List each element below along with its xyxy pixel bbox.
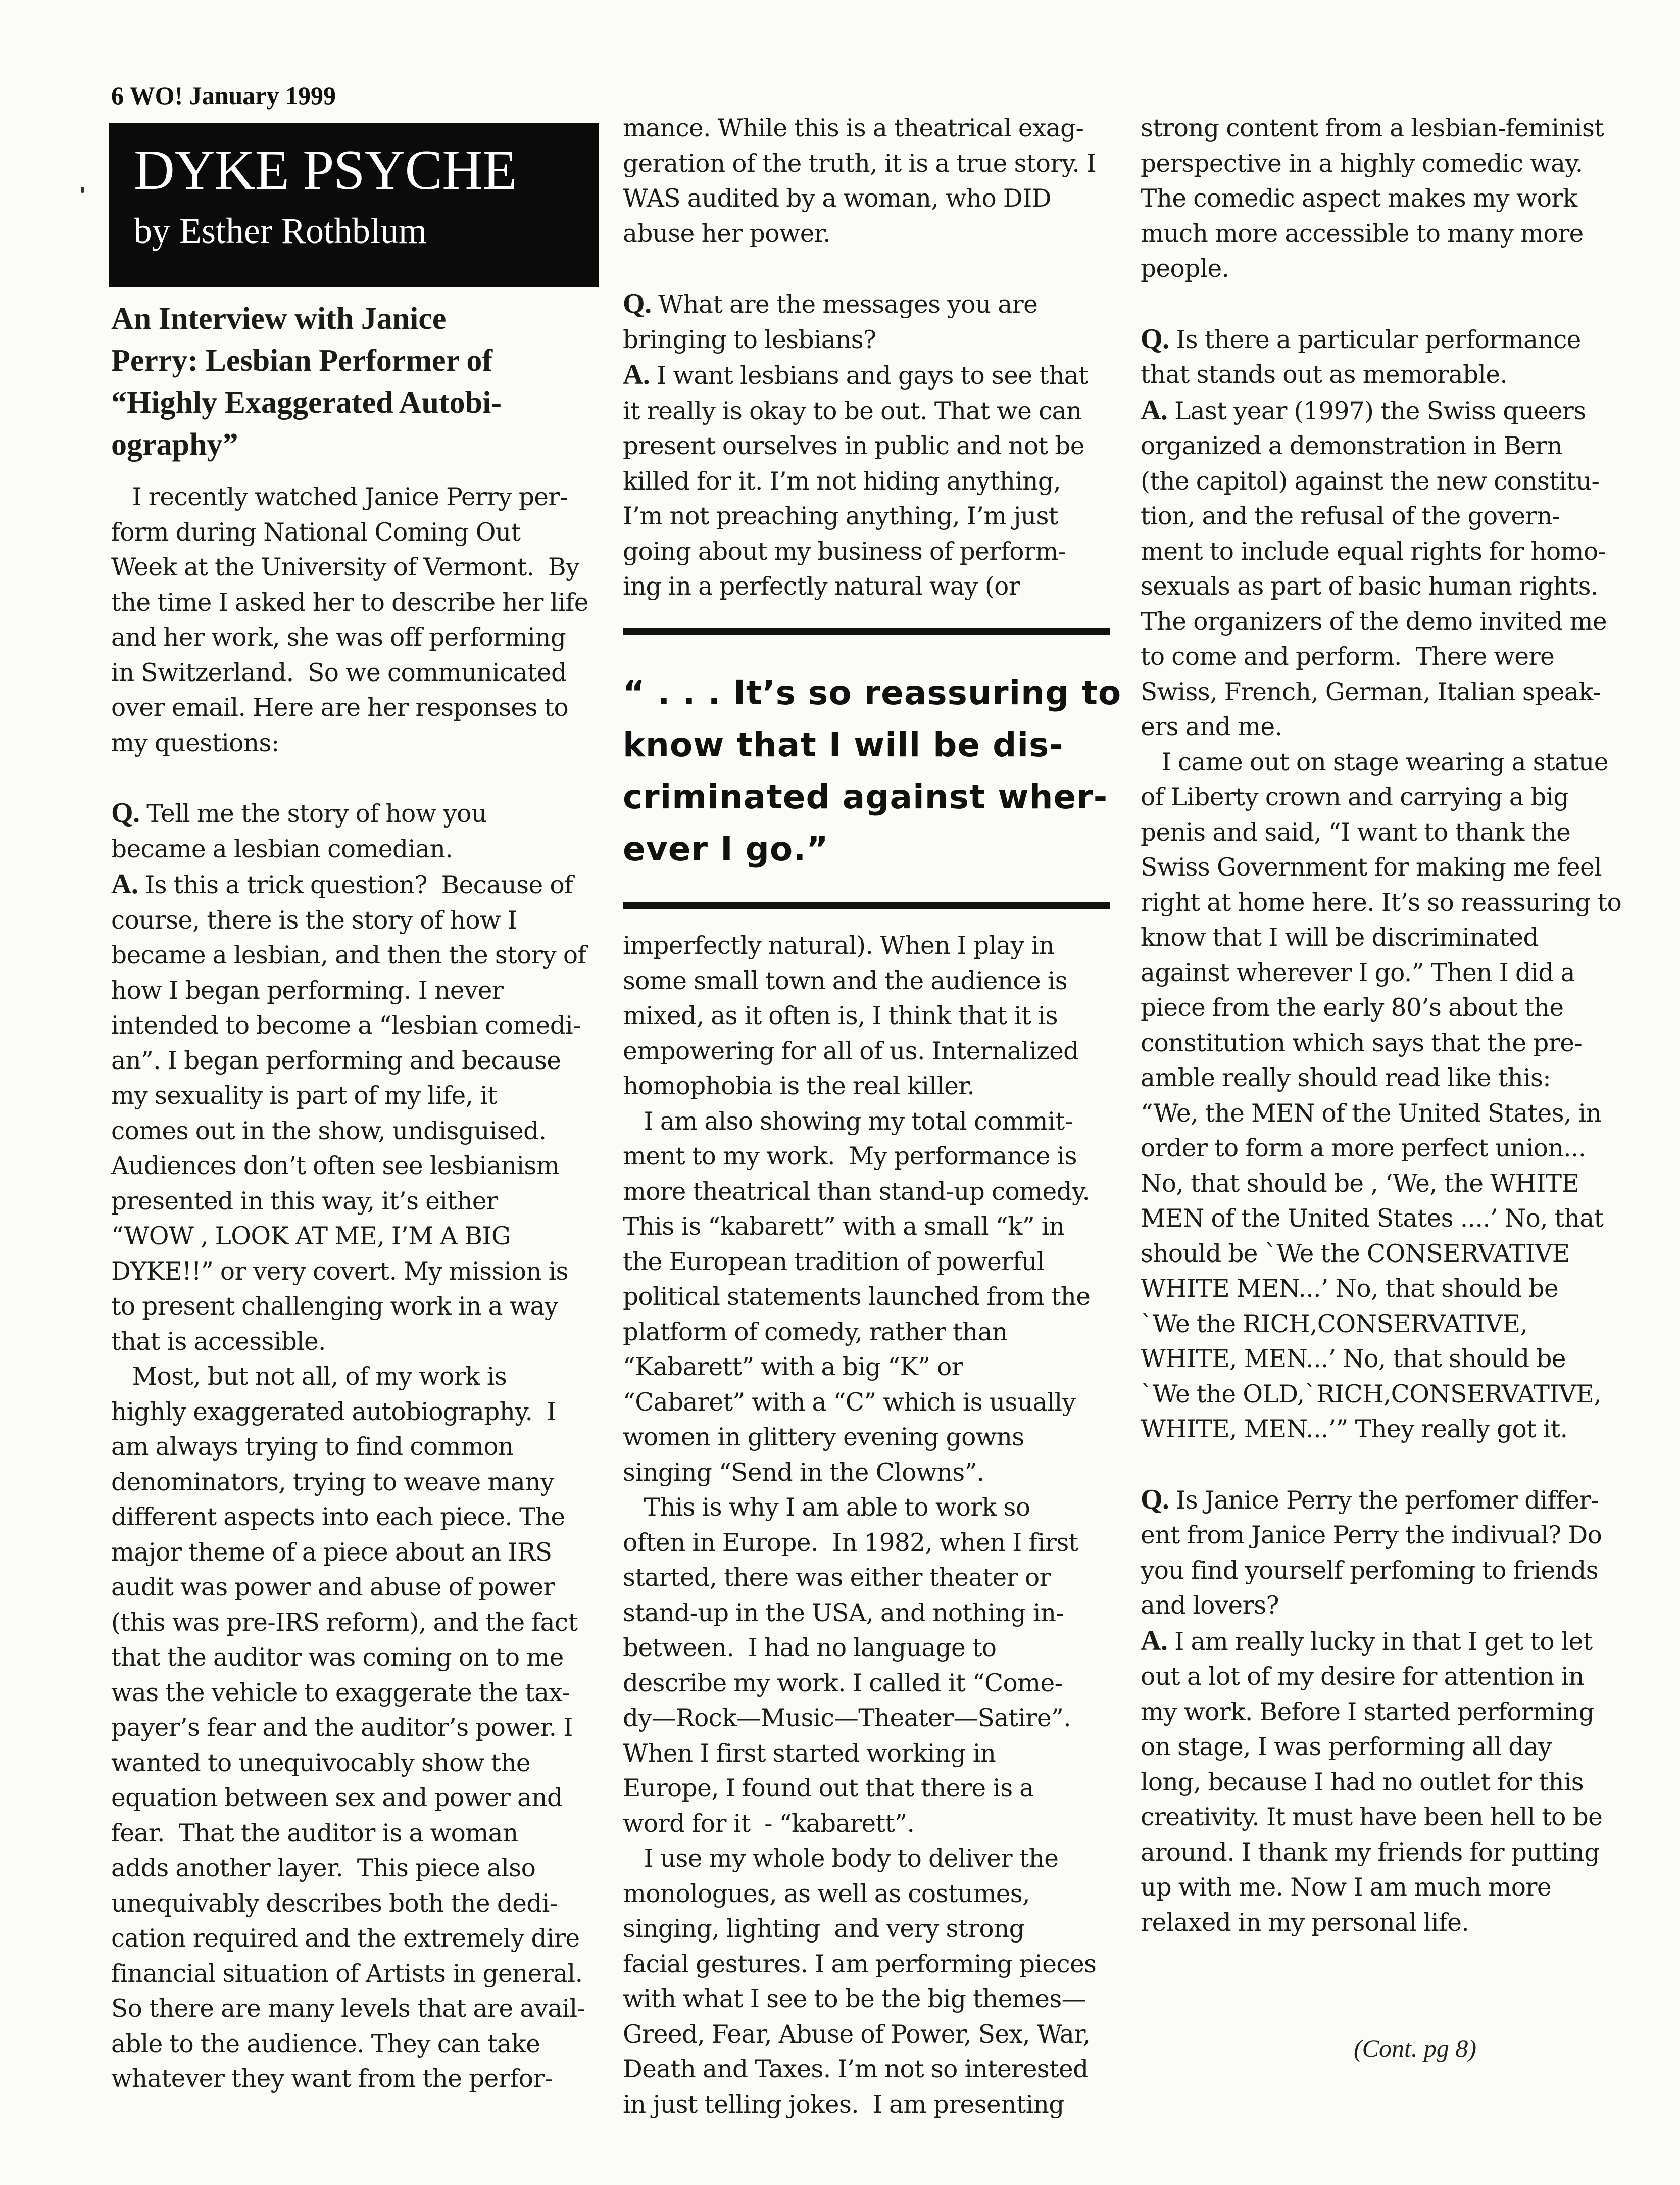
text-line: (the capitol) against the new constitu- [1141, 467, 1600, 496]
text-line: wanted to unequivocably show the [111, 1749, 530, 1777]
text-line: DYKE!!” or very covert. My mission is [111, 1257, 568, 1286]
text-line: penis and said, “I want to thank the [1141, 818, 1571, 847]
question-4 [1141, 1482, 1625, 1624]
text-line: A. Is this a trick question? Because of [111, 868, 573, 900]
text-line: comes out in the show, undisguised. [111, 1116, 547, 1145]
text-line: major theme of a piece about an IRS [111, 1538, 552, 1567]
text-line: This is “kabarett” with a small “k” in [623, 1212, 1065, 1241]
text-line: ment to include equal rights for homo- [1141, 537, 1606, 566]
text-line: When I first started working in [623, 1739, 996, 1768]
text-line: present ourselves in public and not be [623, 432, 1084, 460]
text-line: of Liberty crown and carrying a big [1141, 783, 1569, 811]
text-line: constitution which says that the pre- [1141, 1029, 1583, 1057]
text-line: mixed, as it often is, I think that it is [623, 1002, 1058, 1030]
text-line: Audiences don’t often see lesbianism [111, 1152, 560, 1180]
text-line: intended to become a “lesbian comedi- [111, 1011, 581, 1040]
pullquote-line: criminated against wher- [623, 778, 1108, 816]
text-line: order to form a more perfect union... [1141, 1134, 1586, 1162]
text-line: in Switzerland. So we communicated [111, 658, 567, 687]
text-line: adds another layer. This piece also [111, 1854, 536, 1882]
text-line: against wherever I go.” Then I did a [1141, 958, 1575, 987]
text-line: payer’s fear and the auditor’s power. I [111, 1714, 573, 1742]
pullquote-line: “ . . . It’s so reassuring to [623, 673, 1122, 712]
text-line: singing “Send in the Clowns”. [623, 1458, 984, 1487]
text-line: know that I will be discriminated [1141, 924, 1539, 952]
text-line: my sexuality is part of my life, it [111, 1082, 497, 1110]
text-line: stand-up in the USA, and nothing in- [623, 1598, 1064, 1627]
intro-paragraph [111, 480, 588, 761]
text-line: `We the OLD,`RICH,CONSERVATIVE, [1141, 1380, 1601, 1409]
text-line: So there are many levels that are avail- [111, 1995, 585, 2023]
text-line: up with me. Now I am much more [1141, 1873, 1551, 1902]
text-line: I’m not preaching anything, I’m just [623, 502, 1058, 530]
text-line: you find yourself perfoming to friends [1141, 1556, 1599, 1585]
answer-label: A. [111, 868, 138, 900]
text-line: often in Europe. In 1982, when I first [623, 1528, 1078, 1557]
subhead-line: An Interview with Janice [111, 302, 447, 336]
continued-notice: (Cont. pg 8) [1354, 2034, 1477, 2062]
answer-label: A. [623, 359, 650, 391]
answer-label: A. [1141, 394, 1168, 426]
text-line: equation between sex and power and [111, 1784, 563, 1812]
article-subhead [111, 298, 576, 466]
text-line: course, there is the story of how I [111, 906, 517, 935]
text-line: monologues, as well as costumes, [623, 1879, 1030, 1908]
text-line: able to the audience. They can take [111, 2029, 540, 2058]
text-line: Death and Taxes. I’m not so interested [623, 2055, 1089, 2083]
text-line: “WOW , LOOK AT ME, I’M A BIG [111, 1222, 511, 1250]
text-line: between. I had no language to [623, 1634, 997, 1662]
scan-speck [81, 187, 84, 193]
text-line: should be `We the CONSERVATIVE [1141, 1239, 1570, 1268]
text-line: the time I asked her to describe her life [111, 588, 588, 617]
answer-1 [111, 867, 586, 2097]
text-line: sexuals as part of basic human rights. [1141, 572, 1598, 601]
text-line: I am also showing my total commit- [623, 1107, 1073, 1136]
answer-2-end [1141, 111, 1625, 287]
text-line: denominators, trying to weave many [111, 1468, 554, 1496]
text-line: people. [1141, 255, 1229, 283]
text-line: No, that should be , ‘We, the WHITE [1141, 1169, 1579, 1198]
text-line: that stands out as memorable. [1141, 361, 1508, 389]
text-line: WAS audited by a woman, who DID [623, 184, 1052, 213]
pullquote-bottom-rule [623, 902, 1110, 909]
text-line: (this was pre-IRS reform), and the fact [111, 1608, 578, 1637]
text-line: creativity. It must have been hell to be [1141, 1803, 1603, 1831]
text-line: an”. I began performing and because [111, 1046, 561, 1075]
text-line: over email. Here are her responses to [111, 694, 569, 722]
text-line: describe my work. I called it “Come- [623, 1669, 1063, 1697]
text-line: This is why I am able to work so [623, 1493, 1030, 1522]
text-line: that is accessible. [111, 1327, 326, 1356]
text-line: Q. What are the messages you are [623, 288, 1038, 319]
text-line: perspective in a highly comedic way. [1141, 149, 1583, 178]
text-line: fear. That the auditor is a woman [111, 1819, 518, 1848]
answer-1-continued [623, 111, 1113, 252]
subhead-line: Perry: Lesbian Performer of [111, 344, 493, 378]
text-line: geration of the truth, it is a true story. I [623, 149, 1096, 178]
author-byline: by Esther Rothblum [134, 211, 427, 251]
text-line: political statements launched from the [623, 1283, 1091, 1311]
text-line: going about my business of perform- [623, 537, 1066, 566]
text-line: and lovers? [1141, 1591, 1279, 1620]
text-line: organized a demonstration in Bern [1141, 432, 1562, 460]
answer-label: A. [1141, 1625, 1168, 1657]
answer-4 [1141, 1624, 1625, 1941]
column-title: DYKE PSYCHE [134, 139, 517, 202]
text-line: more theatrical than stand-up comedy. [623, 1177, 1090, 1206]
text-line: piece from the early 80’s about the [1141, 994, 1564, 1022]
text-line: bringing to lesbians? [623, 325, 876, 354]
text-line: how I began performing. I never [111, 976, 504, 1005]
text-line: on stage, I was performing all day [1141, 1733, 1552, 1761]
middle-column [623, 111, 1113, 605]
text-line: much more accessible to many more [1141, 219, 1584, 248]
text-line: imperfectly natural). When I play in [623, 932, 1054, 960]
text-line: financial situation of Artists in general. [111, 1959, 583, 1988]
text-line: ing in a perfectly natural way (or [623, 572, 1020, 601]
text-line: some small town and the audience is [623, 966, 1068, 995]
text-line: Q. Is Janice Perry the perfomer differ- [1141, 1483, 1599, 1515]
pullquote-line: ever I go.” [623, 830, 829, 868]
text-line: unequivably describes both the dedi- [111, 1889, 558, 1918]
page-folio: 6 WO! January 1999 [111, 81, 336, 110]
text-line: WHITE, MEN...’ No, that should be [1141, 1345, 1566, 1373]
text-line: am always trying to find common [111, 1433, 514, 1461]
text-line: facial gestures. I am performing pieces [623, 1950, 1097, 1978]
question-2 [623, 286, 1113, 358]
text-line: singing, lighting and very strong [623, 1915, 1025, 1943]
question-3 [1141, 322, 1625, 393]
text-line: I recently watched Janice Perry per- [111, 483, 568, 511]
question-label: Q. [1141, 1483, 1169, 1515]
text-line: to come and perform. There were [1141, 643, 1555, 671]
text-line: A. I want lesbians and gays to see that [623, 359, 1088, 391]
answer-2 [623, 358, 1113, 605]
text-line: ment to my work. My performance is [623, 1142, 1077, 1171]
text-line: audit was power and abuse of power [111, 1573, 555, 1601]
text-line: around. I thank my friends for putting [1141, 1838, 1600, 1867]
text-line: platform of comedy, rather than [623, 1318, 1008, 1346]
text-line: tion, and the refusal of the govern- [1141, 502, 1560, 530]
text-line: WHITE, MEN...’” They really got it. [1141, 1415, 1568, 1443]
text-line: with what I see to be the big themes— [623, 1985, 1086, 2013]
pullquote-top-rule [623, 628, 1110, 635]
question-label: Q. [111, 797, 140, 829]
text-line: became a lesbian comedian. [111, 835, 453, 863]
text-line: I came out on stage wearing a statue [1141, 748, 1608, 776]
text-line: my work. Before I started performing [1141, 1697, 1594, 1726]
question-label: Q. [623, 288, 652, 319]
text-line: WHITE MEN...’ No, that should be [1141, 1275, 1559, 1303]
text-line: that the auditor was coming on to me [111, 1643, 564, 1672]
text-line: started, there was either theater or [623, 1564, 1051, 1592]
text-line: presented in this way, it’s either [111, 1187, 498, 1216]
text-line: killed for it. I’m not hiding anything, [623, 467, 1061, 496]
question-1 [111, 796, 576, 867]
text-line: whatever they want from the perfor- [111, 2065, 553, 2093]
text-line: Swiss Government for making me feel [1141, 853, 1602, 882]
text-line: form during National Coming Out [111, 518, 521, 547]
text-line: “We, the MEN of the United States, in [1141, 1099, 1602, 1128]
text-line: women in glittery evening gowns [623, 1423, 1024, 1451]
text-line: out a lot of my desire for attention in [1141, 1663, 1584, 1691]
text-line: Europe, I found out that there is a [623, 1774, 1034, 1803]
text-line: word for it - “kabarett”. [623, 1809, 915, 1838]
text-line: ent from Janice Perry the indivual? Do [1141, 1521, 1602, 1549]
text-line: dy—Rock—Music—Theater—Satire”. [623, 1704, 1071, 1732]
answer-3 [1141, 393, 1625, 1447]
text-line: strong content from a lesbian-feminist [1141, 114, 1604, 142]
text-line: Q. Is there a particular performance [1141, 323, 1581, 355]
text-line: amble really should read like this: [1141, 1064, 1551, 1092]
text-line: mance. While this is a theatrical exag- [623, 114, 1084, 142]
text-line: my questions: [111, 729, 279, 757]
pullquote-line: know that I will be dis- [623, 725, 1064, 764]
text-line: Most, but not all, of my work is [111, 1363, 507, 1391]
text-line: it really is okay to be out. That we can [623, 397, 1082, 425]
text-line: highly exaggerated autobiography. I [111, 1397, 556, 1426]
text-line: different aspects into each piece. The [111, 1503, 565, 1531]
text-line: “Cabaret” with a “C” which is usually [623, 1388, 1076, 1417]
text-line: cation required and the extremely dire [111, 1924, 580, 1953]
text-line: in just telling jokes. I am presenting [623, 2090, 1064, 2119]
text-line: to present challenging work in a way [111, 1292, 558, 1321]
column-header-banner [109, 123, 599, 287]
middle-column-lower [623, 929, 1113, 2122]
text-line: The organizers of the demo invited me [1141, 607, 1607, 636]
text-line: ers and me. [1141, 713, 1282, 741]
subhead-line: “Highly Exaggerated Autobi- [111, 385, 502, 420]
text-line: Swiss, French, German, Italian speak- [1141, 677, 1601, 706]
text-line: long, because I had no outlet for this [1141, 1768, 1584, 1796]
text-line: “Kabarett” with a big “K” or [623, 1353, 963, 1381]
text-line: Greed, Fear, Abuse of Power, Sex, War, [623, 2020, 1091, 2049]
text-line: empowering for all of us. Internalized [623, 1037, 1079, 1065]
text-line: Q. Tell me the story of how you [111, 797, 487, 829]
text-line: The comedic aspect makes my work [1141, 184, 1577, 213]
text-line: became a lesbian, and then the story of [111, 941, 586, 969]
subhead-line: ography” [111, 427, 238, 462]
text-line: and her work, she was off performing [111, 623, 566, 652]
text-line: the European tradition of powerful [623, 1247, 1045, 1276]
text-line: A. I am really lucky in that I get to let [1141, 1625, 1593, 1657]
text-line: was the vehicle to exaggerate the tax- [111, 1678, 570, 1707]
text-line: MEN of the United States ....’ No, that [1141, 1204, 1604, 1233]
left-column [111, 298, 588, 2097]
text-line: A. Last year (1997) the Swiss queers [1141, 394, 1586, 426]
pull-quote [623, 667, 1122, 875]
right-column [1141, 111, 1625, 1940]
text-line: relaxed in my personal life. [1141, 1908, 1469, 1937]
text-line: Week at the University of Vermont. By [111, 553, 579, 581]
text-line: abuse her power. [623, 219, 830, 248]
text-line: homophobia is the real killer. [623, 1072, 975, 1100]
text-line: I use my whole body to deliver the [623, 1844, 1059, 1873]
answer-2-continued [623, 929, 1113, 2122]
text-line: `We the RICH,CONSERVATIVE, [1141, 1309, 1528, 1338]
text-line: right at home here. It’s so reassuring to [1141, 888, 1622, 917]
question-label: Q. [1141, 323, 1169, 355]
